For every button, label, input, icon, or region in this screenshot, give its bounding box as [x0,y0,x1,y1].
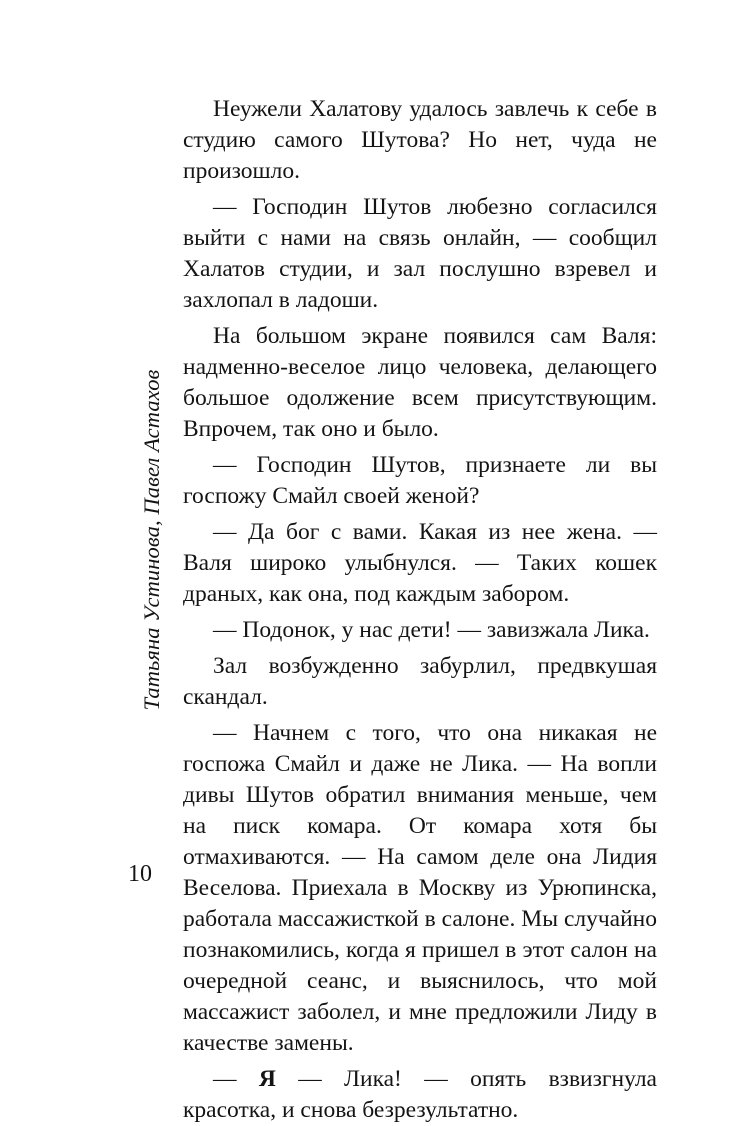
bold-word: Я [258,1066,276,1092]
paragraph: — Подонок, у нас дети! — завизжала Лика. [213,617,650,643]
paragraph-last [183,1064,657,1126]
paragraph: Зал возбужденно забурлил, предвкушая скандал. [183,653,657,710]
paragraph: — Господин Шутов, признаете ли вы госпожу Смайл своей женой? [183,452,657,509]
paragraph-rest: — Лика! — опять взвизгнула красотка, и снова безрезультатно. [183,1066,657,1123]
page-number: 10 [128,861,152,887]
paragraph: — Господин Шутов любезно согласился выйти с нами на связь онлайн, — сообщил Халатов студии, и зал послушно взревел и захлопал в ладоши. [183,194,657,313]
running-head: Татьяна Устинова, Павел Астахов [138,369,164,711]
paragraph: — Начнем с того, что она никакая не госпожа Смайл и даже не Лика. — На вопли дивы Шутов обратил внимания меньше, чем на писк комара. От комара хотя бы отмахиваются. — На самом деле она Лидия Веселова. Приехала в Москву из Урюпинска, работала массажисткой в салоне. Мы случайно познакомились, когда я пришел в этот салон на очередной сеанс, и выяснилось, что мой массажист заболел, и мне предложили Лиду в качестве замены. [183,720,657,1056]
text-body [183,94,657,1126]
paragraph: — Да бог с вами. Какая из нее жена. — Валя широко улыбнулся. — Таких кошек драных, как она, под каждым забором. [183,519,657,607]
paragraph: Неужели Халатову удалось завлечь к себе в студию самого Шутова? Но нет, чуда не произошло. [183,96,657,184]
dash: — [213,1066,259,1092]
paragraph: На большом экране появился сам Валя: надменно-веселое лицо человека, делающего большое одолжение всем присутствующим. Впрочем, так оно и было. [183,323,657,442]
